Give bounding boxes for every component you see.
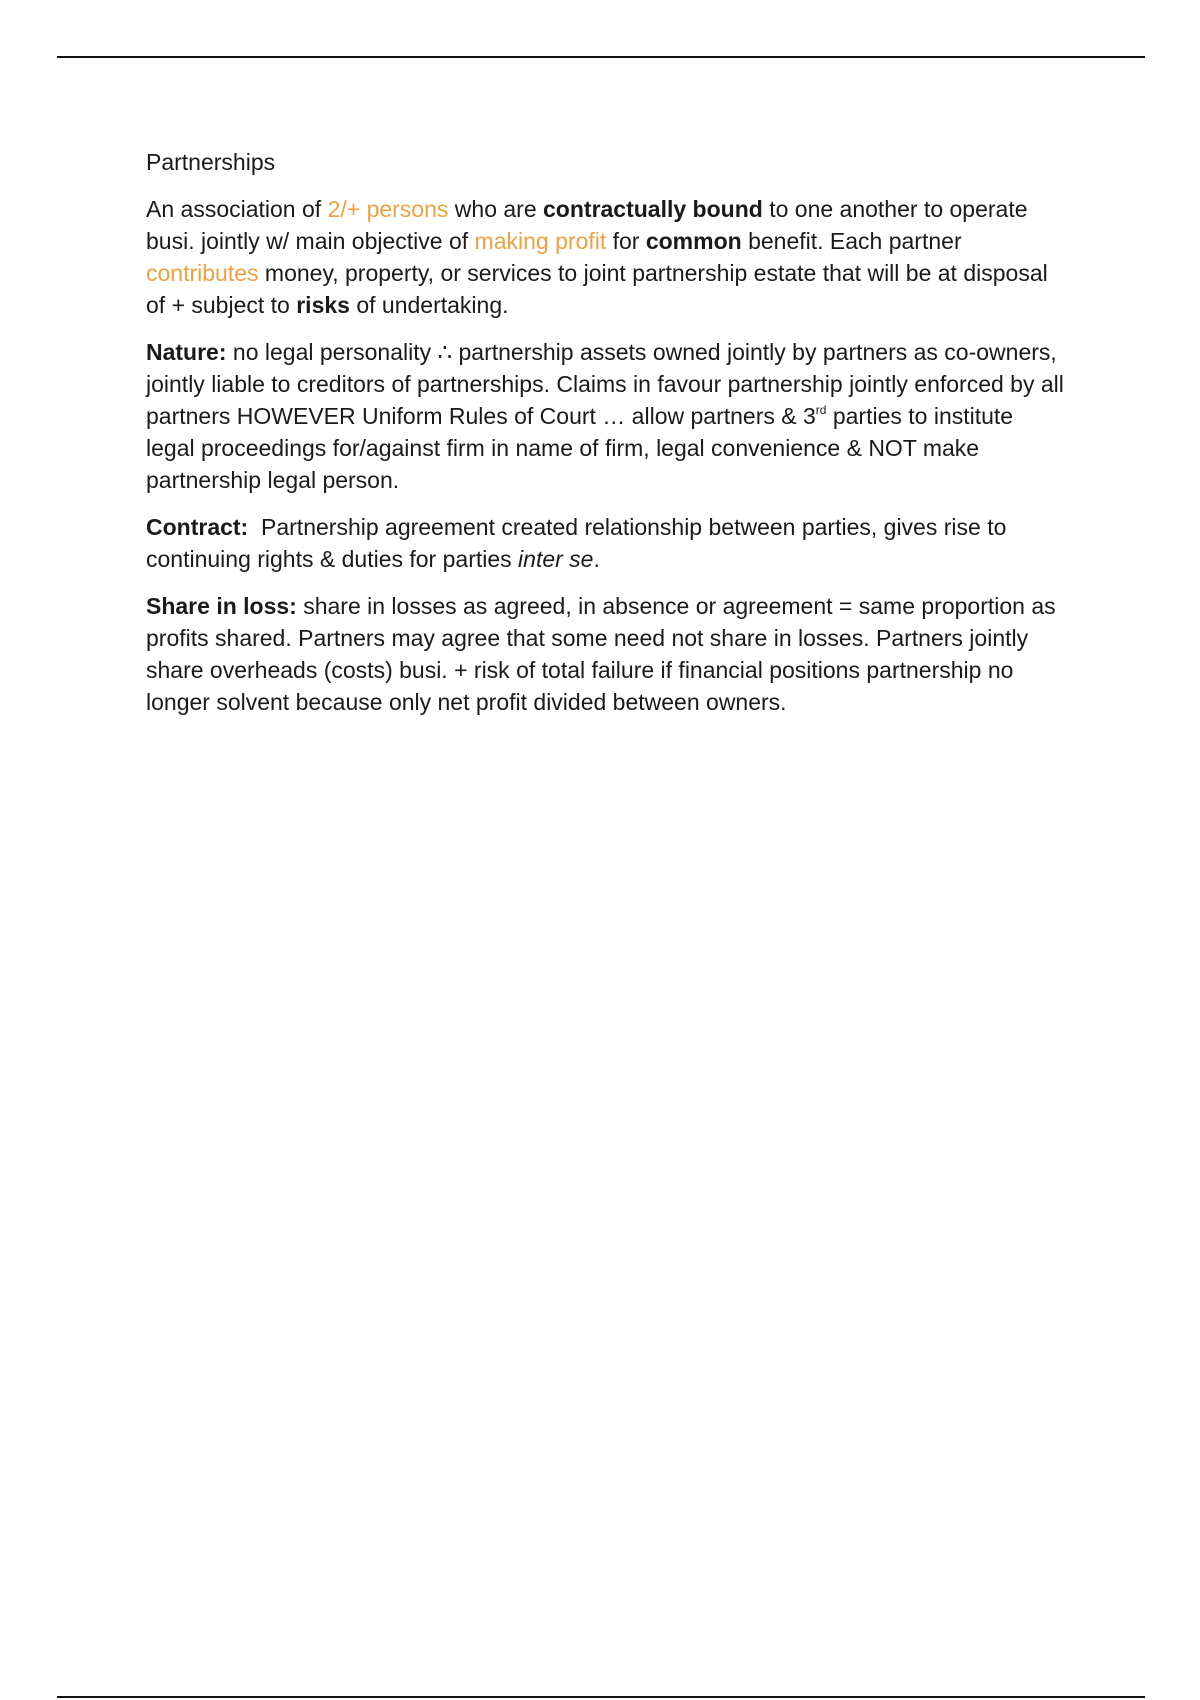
highlight-making-profit: making profit bbox=[474, 228, 607, 254]
contract-paragraph: Contract: Partnership agreement created relationship between parties, gives rise to continuing rights & duties for parties inter se. bbox=[146, 514, 1013, 572]
nature-label: Nature: bbox=[146, 339, 227, 365]
footer-rule bbox=[57, 1696, 1145, 1698]
bold-common: common bbox=[645, 228, 742, 254]
highlight-contributes: contributes bbox=[146, 260, 259, 286]
definition-paragraph: An association of 2/+ persons who are contractually bound to one another to operate busi. jointly w/ main objective of making profit for common benefit. Each partner contributes money, property, or services to joint partnership estate that will be at disposal of + subject to risks of undertaking. bbox=[146, 196, 1048, 318]
header-rule bbox=[57, 56, 1145, 58]
bold-risks: risks bbox=[296, 292, 350, 318]
contract-label: Contract: bbox=[146, 514, 249, 540]
document-body bbox=[146, 146, 1066, 733]
highlight-persons: 2/+ persons bbox=[327, 196, 449, 222]
share-in-loss-label: Share in loss: bbox=[146, 593, 297, 619]
nature-paragraph: Nature: no legal personality ∴ partnership assets owned jointly by partners as co-owners, jointly liable to creditors of partnerships. Claims in favour partnership jointly enforced by all partners HOWEVER Uniform Rules of Court … allow partners & 3rd parties to institute legal proceedings for/against firm in name of firm, legal convenience & NOT make partnership legal person. bbox=[146, 339, 1064, 493]
page-title: Partnerships bbox=[146, 149, 276, 175]
italic-inter-se: inter se bbox=[518, 546, 594, 572]
bold-contractually-bound: contractually bound bbox=[543, 196, 763, 222]
superscript-rd: rd bbox=[815, 403, 827, 417]
share-in-loss-paragraph: Share in loss: share in losses as agreed, in absence or agreement = same proportion as profits shared. Partners may agree that some need not share in losses. Partners jointly share overheads (costs) busi. + risk of total failure if financial positions partnership no longer solvent because only net profit divided between owners. bbox=[146, 593, 1056, 715]
